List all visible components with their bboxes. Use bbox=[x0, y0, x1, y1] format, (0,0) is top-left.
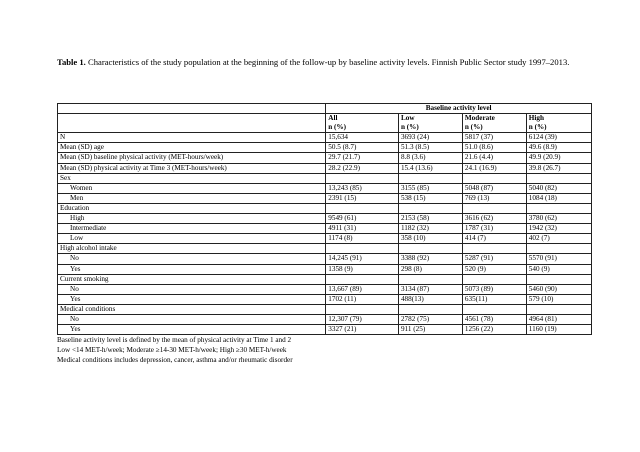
column-header-low bbox=[398, 114, 462, 133]
table-notes bbox=[57, 335, 293, 365]
note-thresholds: Low <14 MET-h/week; Moderate ≥14-30 MET-h/week; High ≥30 MET-h/week bbox=[57, 346, 287, 354]
table-cell: 3134 (87) bbox=[398, 284, 462, 294]
table-cell: 4911 (31) bbox=[326, 224, 399, 234]
table-cell: 51.0 (8.6) bbox=[462, 143, 526, 153]
table-cell bbox=[462, 274, 526, 284]
row-label: No bbox=[58, 284, 326, 294]
table-cell: 49.6 (8.9) bbox=[526, 143, 591, 153]
table-row bbox=[58, 294, 592, 304]
row-label: Intermediate bbox=[58, 224, 326, 234]
table-cell: 1256 (22) bbox=[462, 325, 526, 335]
table-cell: 14,245 (91) bbox=[326, 254, 399, 264]
table-cell bbox=[462, 244, 526, 254]
table-cell: 1942 (32) bbox=[526, 224, 591, 234]
table-cell: 635(11) bbox=[462, 294, 526, 304]
table-cell: 1182 (32) bbox=[398, 224, 462, 234]
row-label: High alcohol intake bbox=[58, 244, 326, 254]
table-cell: 579 (10) bbox=[526, 294, 591, 304]
column-unit: n (%) bbox=[528, 123, 547, 132]
row-label: Education bbox=[58, 203, 326, 213]
table-cell: 12,307 (79) bbox=[326, 314, 399, 324]
table-cell: 50.5 (8.7) bbox=[326, 143, 399, 153]
table-cell: 15,634 bbox=[326, 133, 399, 143]
table-cell: 4561 (78) bbox=[462, 314, 526, 324]
table-cell: 1174 (8) bbox=[326, 234, 399, 244]
table-cell: 3693 (24) bbox=[398, 133, 462, 143]
table-cell: 2391 (15) bbox=[326, 193, 399, 203]
table-row bbox=[58, 133, 592, 143]
table-cell: 4964 (81) bbox=[526, 314, 591, 324]
note-medical-conditions: Medical conditions includes depression, cancer, asthma and/or rheumatic disorder bbox=[57, 356, 293, 364]
column-name: All bbox=[328, 114, 338, 123]
table-cell: 9549 (61) bbox=[326, 214, 399, 224]
table-cell: 3327 (21) bbox=[326, 325, 399, 335]
table-cell: 520 (9) bbox=[462, 264, 526, 274]
table-cell bbox=[326, 173, 399, 183]
row-label: No bbox=[58, 254, 326, 264]
table-cell: 402 (7) bbox=[526, 234, 591, 244]
table-row bbox=[58, 224, 592, 234]
table-cell: 769 (13) bbox=[462, 193, 526, 203]
table-cell bbox=[526, 173, 591, 183]
caption-text: Characteristics of the study population at the beginning of the follow-up by baseline activity levels. Finnish Public Sector study 1997–2013. bbox=[87, 57, 570, 67]
table-row bbox=[58, 274, 592, 284]
table-row bbox=[58, 304, 592, 314]
table-cell: 5287 (91) bbox=[462, 254, 526, 264]
table-row bbox=[58, 264, 592, 274]
table-cell bbox=[526, 203, 591, 213]
empty-header-cell bbox=[58, 104, 326, 114]
table-row bbox=[58, 325, 592, 335]
group-header-row bbox=[58, 104, 592, 114]
column-unit: n (%) bbox=[464, 123, 483, 132]
table-cell: 298 (8) bbox=[398, 264, 462, 274]
table-cell: 1358 (9) bbox=[326, 264, 399, 274]
row-label: Mean (SD) age bbox=[58, 143, 326, 153]
column-header-high bbox=[526, 114, 591, 133]
row-label: Yes bbox=[58, 325, 326, 335]
table-cell: 5048 (87) bbox=[462, 183, 526, 193]
table-cell: 29.7 (21.7) bbox=[326, 153, 399, 163]
table-cell: 358 (10) bbox=[398, 234, 462, 244]
column-header-moderate bbox=[462, 114, 526, 133]
column-unit: n (%) bbox=[400, 123, 419, 132]
table-cell bbox=[326, 244, 399, 254]
table-cell bbox=[326, 203, 399, 213]
table-cell: 3155 (85) bbox=[398, 183, 462, 193]
column-name: Low bbox=[400, 114, 415, 123]
table-cell bbox=[398, 173, 462, 183]
table-cell: 5460 (90) bbox=[526, 284, 591, 294]
table-cell: 39.8 (26.7) bbox=[526, 163, 591, 173]
table-row bbox=[58, 254, 592, 264]
table-cell: 8.8 (3.6) bbox=[398, 153, 462, 163]
characteristics-table bbox=[57, 103, 592, 335]
table-cell: 3616 (62) bbox=[462, 214, 526, 224]
group-header: Baseline activity level bbox=[326, 104, 592, 114]
table-cell: 6124 (39) bbox=[526, 133, 591, 143]
table-cell: 51.3 (8.5) bbox=[398, 143, 462, 153]
table-cell: 15.4 (13.6) bbox=[398, 163, 462, 173]
table-cell: 13,667 (89) bbox=[326, 284, 399, 294]
table-row bbox=[58, 214, 592, 224]
table-row bbox=[58, 173, 592, 183]
note-activity-definition: Baseline activity level is defined by the mean of physical activity at Time 1 and 2 bbox=[57, 336, 292, 344]
table-cell bbox=[326, 274, 399, 284]
table-cell: 5570 (91) bbox=[526, 254, 591, 264]
column-header-all bbox=[326, 114, 399, 133]
table-cell: 1084 (18) bbox=[526, 193, 591, 203]
table-cell bbox=[462, 203, 526, 213]
row-label: Women bbox=[58, 183, 326, 193]
row-label: Mean (SD) physical activity at Time 3 (MET-hours/week) bbox=[58, 163, 326, 173]
table-cell bbox=[462, 173, 526, 183]
table-cell: 5073 (89) bbox=[462, 284, 526, 294]
table-row bbox=[58, 284, 592, 294]
table-row bbox=[58, 203, 592, 213]
row-label: No bbox=[58, 314, 326, 324]
row-label: Sex bbox=[58, 173, 326, 183]
table-cell: 5040 (82) bbox=[526, 183, 591, 193]
table-cell: 21.6 (4.4) bbox=[462, 153, 526, 163]
table-cell: 5817 (37) bbox=[462, 133, 526, 143]
table-cell: 13,243 (85) bbox=[326, 183, 399, 193]
table-row bbox=[58, 153, 592, 163]
row-label: N bbox=[58, 133, 326, 143]
row-label: Medical conditions bbox=[58, 304, 326, 314]
table-caption bbox=[57, 52, 597, 73]
table-cell: 488(13) bbox=[398, 294, 462, 304]
table-cell bbox=[526, 304, 591, 314]
table-cell: 538 (15) bbox=[398, 193, 462, 203]
table-row bbox=[58, 234, 592, 244]
table-cell bbox=[398, 203, 462, 213]
table-cell bbox=[526, 274, 591, 284]
table-cell: 3780 (62) bbox=[526, 214, 591, 224]
column-name: High bbox=[528, 114, 544, 123]
table-row bbox=[58, 193, 592, 203]
table-cell: 1787 (31) bbox=[462, 224, 526, 234]
table-cell: 28.2 (22.9) bbox=[326, 163, 399, 173]
table-cell: 3388 (92) bbox=[398, 254, 462, 264]
row-label: Mean (SD) baseline physical activity (MET-hours/week) bbox=[58, 153, 326, 163]
row-label: Current smoking bbox=[58, 274, 326, 284]
caption-label: Table 1. bbox=[57, 57, 86, 67]
table-cell: 414 (7) bbox=[462, 234, 526, 244]
table-cell bbox=[526, 244, 591, 254]
table-cell bbox=[398, 274, 462, 284]
row-label: Low bbox=[58, 234, 326, 244]
table-cell bbox=[398, 244, 462, 254]
table-cell: 2153 (58) bbox=[398, 214, 462, 224]
column-unit: n (%) bbox=[328, 123, 347, 132]
table-cell: 1160 (19) bbox=[526, 325, 591, 335]
column-header-row bbox=[58, 114, 592, 133]
table-row bbox=[58, 183, 592, 193]
table-cell: 24.1 (16.9) bbox=[462, 163, 526, 173]
table-cell: 1702 (11) bbox=[326, 294, 399, 304]
table-row bbox=[58, 143, 592, 153]
row-label: Yes bbox=[58, 264, 326, 274]
table-cell: 911 (25) bbox=[398, 325, 462, 335]
column-name: Moderate bbox=[464, 114, 495, 123]
table-row bbox=[58, 244, 592, 254]
table-row bbox=[58, 163, 592, 173]
row-label: High bbox=[58, 214, 326, 224]
empty-header-cell bbox=[58, 114, 326, 133]
table-cell bbox=[398, 304, 462, 314]
table-cell: 2782 (75) bbox=[398, 314, 462, 324]
table-cell bbox=[462, 304, 526, 314]
table-cell: 540 (9) bbox=[526, 264, 591, 274]
table-cell: 49.9 (20.9) bbox=[526, 153, 591, 163]
row-label: Yes bbox=[58, 294, 326, 304]
table-row bbox=[58, 314, 592, 324]
table-cell bbox=[326, 304, 399, 314]
row-label: Men bbox=[58, 193, 326, 203]
